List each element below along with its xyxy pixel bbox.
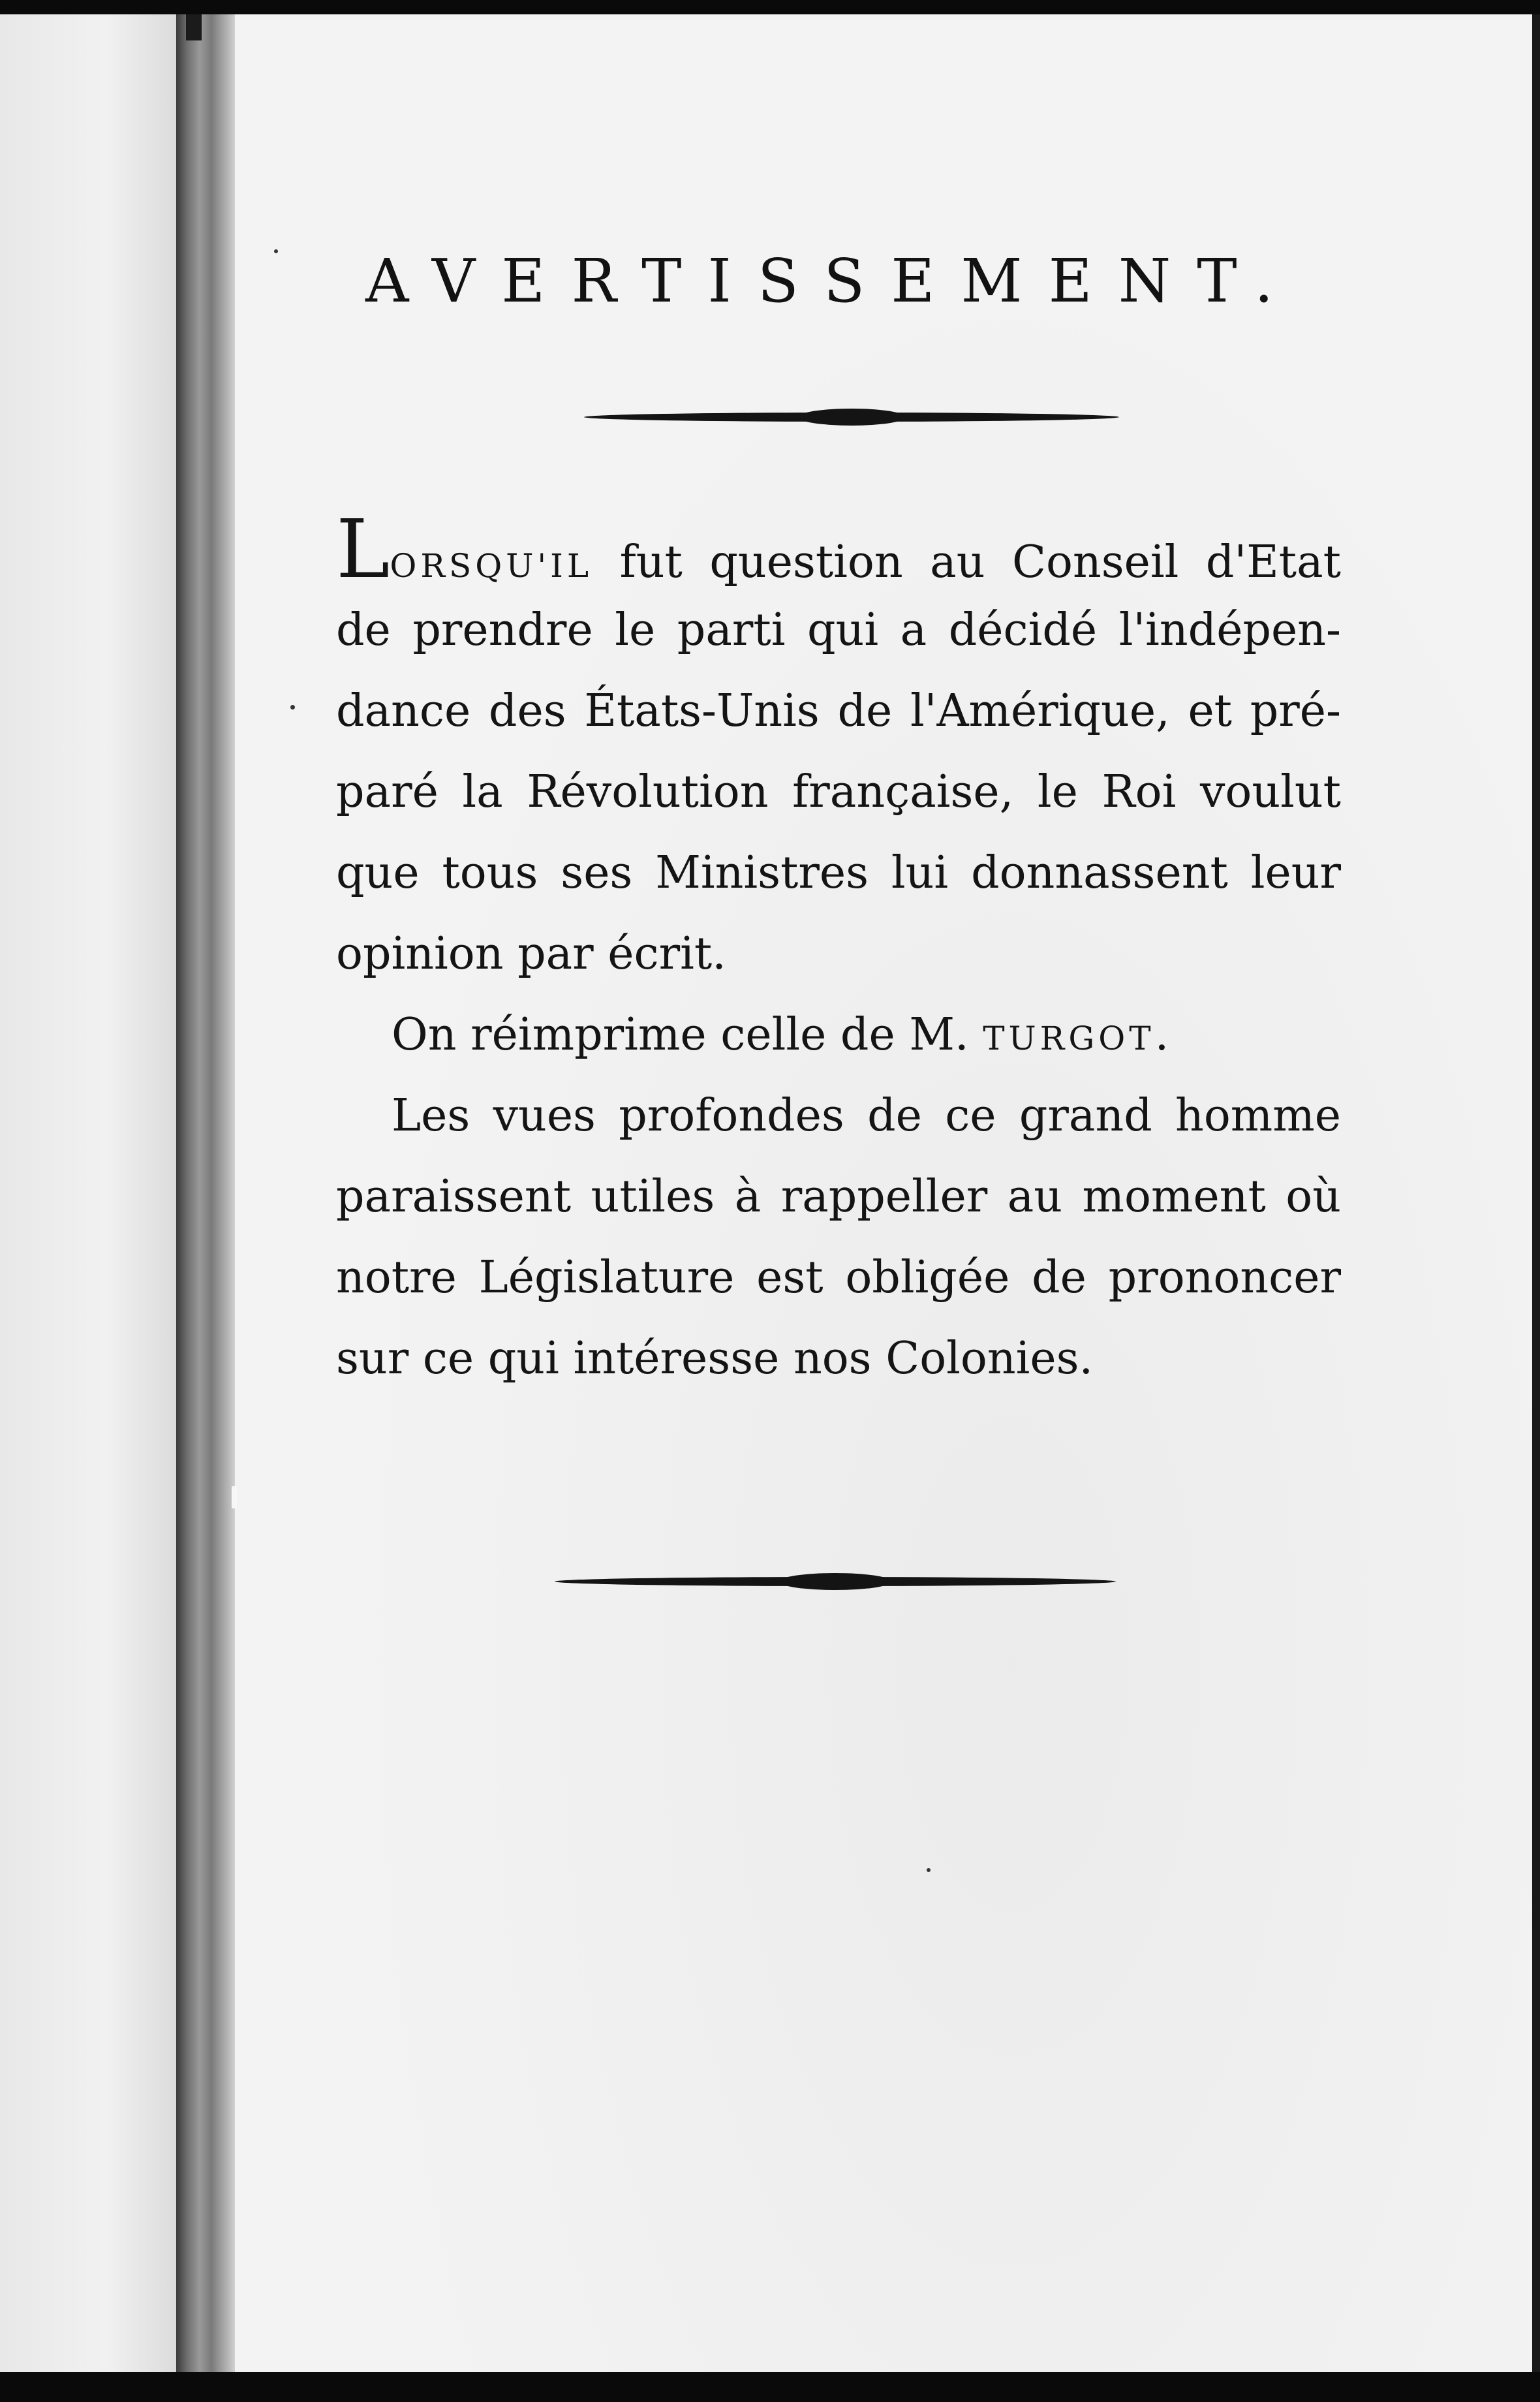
paragraph-1-line-2: de prendre le parti qui a décidé l'indépen- [336, 604, 1341, 656]
opening-smallcaps: ORSQU'IL [390, 547, 593, 585]
line-text: fut question au Conseil d'Etat [593, 537, 1341, 588]
paragraph-1-line-6: opinion par écrit. [336, 928, 726, 980]
gutter-shadow [186, 14, 202, 40]
paper-speck [274, 249, 278, 253]
scan-top-border [0, 0, 1540, 14]
paragraph-2 [336, 995, 1341, 1076]
paragraph-1-line-1 [336, 503, 1341, 597]
paragraph-3-line-1: Les vues profondes de ce grand homme [392, 1090, 1341, 1142]
paragraph-1-line-4: paré la Révolution française, le Roi voulut [336, 766, 1341, 818]
paragraph-3-line-4: sur ce qui intéresse nos Colonies. [336, 1333, 1094, 1384]
facing-blank-page [0, 14, 176, 2372]
line-text: On réimprime celle de M. [392, 1009, 983, 1061]
paper-speck [927, 1868, 931, 1872]
paragraph-1-line-5: que tous ses Ministres lui donnassent leur [336, 847, 1341, 899]
scan-bottom-border [0, 2372, 1540, 2402]
author-name-smallcaps: TURGOT [983, 1020, 1155, 1057]
paper-speck [290, 705, 295, 710]
ornamental-rule-top [584, 413, 1119, 422]
page-heading: AVERTISSEMENT. [365, 246, 1300, 316]
body-text [336, 503, 1341, 1399]
paragraph-3-line-2: paraissent utiles à rappeller au moment où [336, 1171, 1341, 1223]
drop-cap: L [336, 503, 390, 597]
scan-right-border [1532, 14, 1540, 2372]
ornamental-rule-bottom [555, 1577, 1116, 1586]
book-gutter [176, 14, 235, 2372]
paragraph-3-line-3: notre Législature est obligée de prononcer [336, 1252, 1341, 1303]
line-text: . [1154, 1009, 1169, 1061]
paper-speck [232, 1486, 237, 1508]
paragraph-1-line-3: dance des États-Unis de l'Amérique, et pré- [336, 685, 1341, 737]
